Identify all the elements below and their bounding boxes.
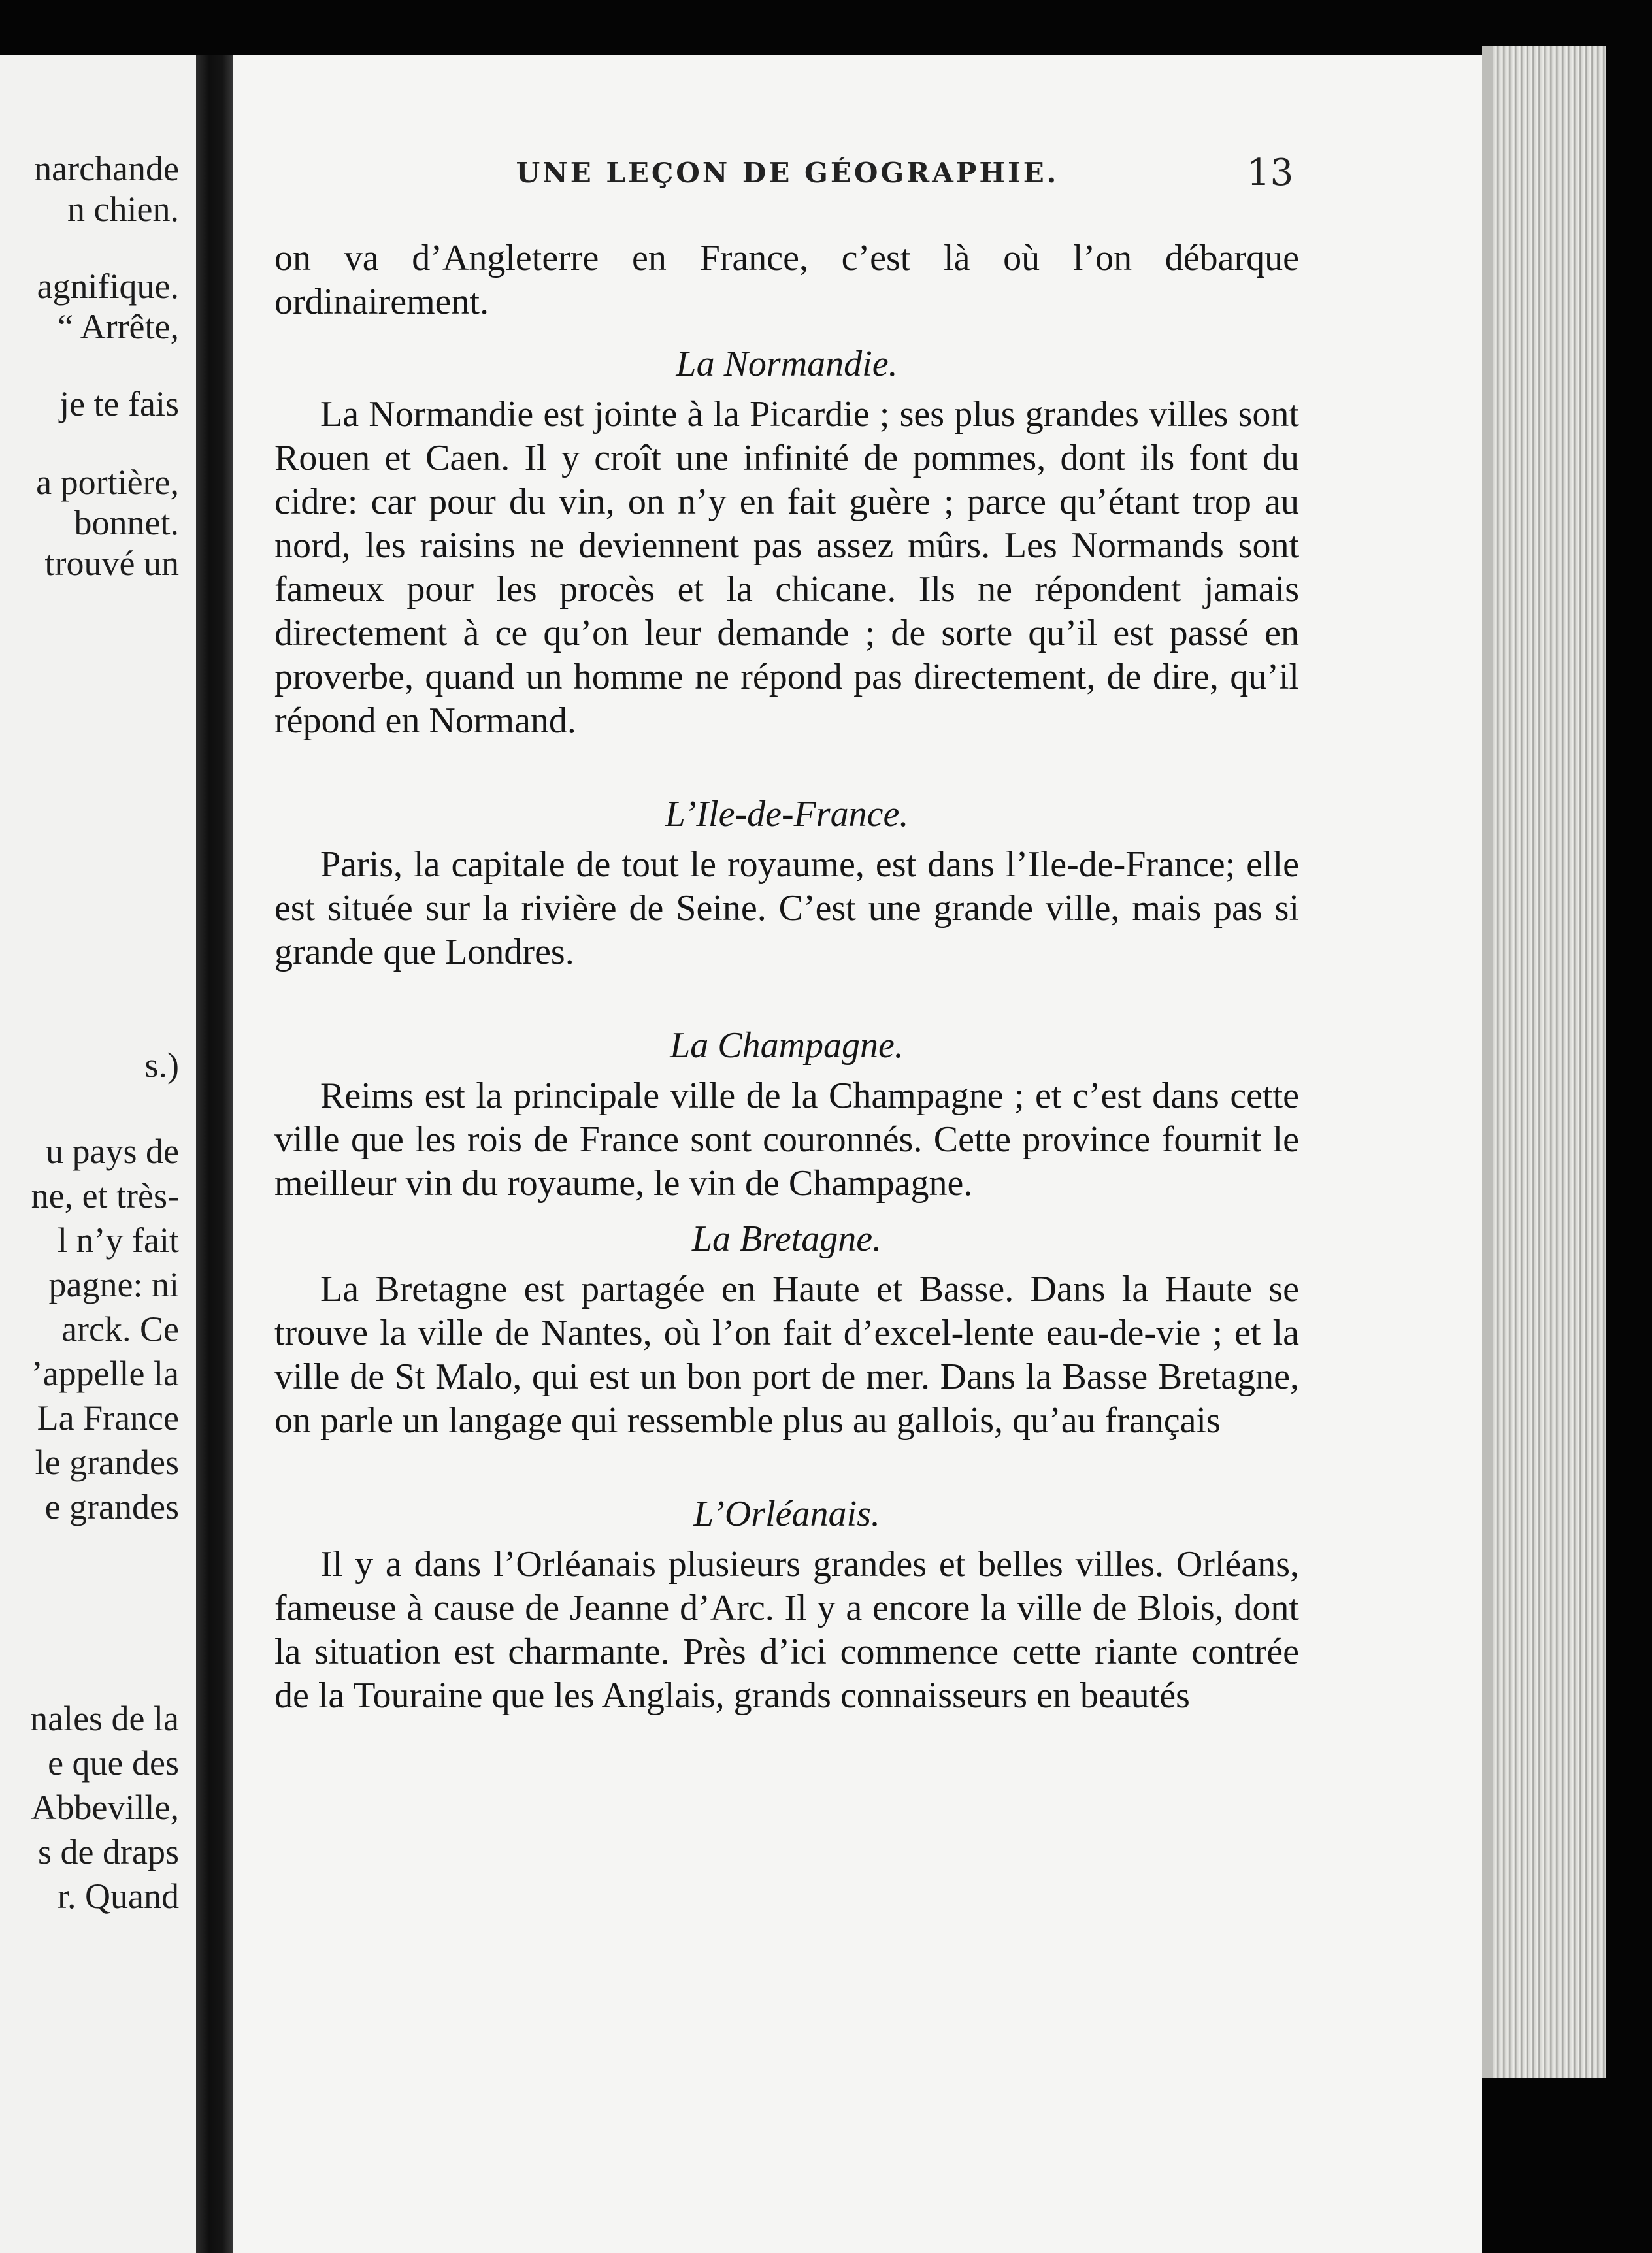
left-page-line: u pays de <box>46 1132 179 1171</box>
left-page-line: s.) <box>144 1045 179 1085</box>
left-page-line: trouvé un <box>44 544 179 583</box>
paragraph-orleanais: Il y a dans l’Orléanais plusieurs grandes et belles villes. Orléans, fameuse à cause de Jeanne d’Arc. Il y a encore la ville de Blois, dont la situation est charmante. Près d’ici commence cette riante contrée de la Touraine que les Anglais, grands connaisseurs en beautés <box>274 1544 1299 1716</box>
book-gutter <box>196 55 234 2253</box>
paragraph-champagne: Reims est la principale ville de la Champagne ; et c’est dans cette ville que les rois de France sont couronnés. Cette province fournit le meilleur vin du royaume, le vin de Champagne. <box>274 1076 1299 1204</box>
main-text <box>274 237 1299 1718</box>
page-number: 13 <box>1247 152 1294 194</box>
left-page-line: Abbeville, <box>31 1788 179 1827</box>
left-page-line: bonnet. <box>74 503 179 542</box>
left-page-line: a portière, <box>36 463 179 502</box>
paragraph-ile-de-france: Paris, la capitale de tout le royaume, est dans l’Ile-de-France; elle est située sur la rivière de Seine. C’est une grande ville, mais pas si grande que Londres. <box>274 844 1299 972</box>
left-page-line: je te fais <box>59 384 179 423</box>
left-page-line: La France <box>37 1398 179 1438</box>
page-edges <box>1482 46 1606 2078</box>
left-page-line: ne, et très- <box>31 1176 179 1215</box>
paragraph-bretagne: La Bretagne est partagée en Haute et Basse. Dans la Haute se trouve la ville de Nantes, où l’on fait d’excel-lente eau-de-vie ; et la ville de St Malo, qui est un bon port de mer. Dans la Basse Bretagne, on parle un langage qui ressemble plus au gallois, qu’au français <box>274 1269 1299 1441</box>
left-page-line: “ Arrête, <box>58 307 179 346</box>
left-facing-page <box>0 55 196 2253</box>
left-page-line: pagne: ni <box>48 1265 179 1304</box>
left-page-line: r. Quand <box>58 1877 179 1916</box>
left-page-line: le grandes <box>35 1443 179 1482</box>
paragraph-normandie: La Normandie est jointe à la Picardie ; ses plus grandes villes sont Rouen et Caen. Il y croît une infinité de pommes, dont ils font du cidre: car pour du vin, on n’y en fait guère ; parce qu’étant trop au nord, les raisins ne deviennent pas assez mûrs. Les Normands sont fameux pour les procès et la chicane. Ils ne répondent jamais directement à ce qu’on leur demande ; de sorte qu’il est passé en proverbe, quand un homme ne répond pas directement, de dire, qu’il répond en Normand. <box>274 394 1299 741</box>
left-page-line: n chien. <box>67 189 179 229</box>
heading-ile-de-france: L’Ile-de-France. <box>665 794 909 834</box>
left-page-line: narchande <box>34 149 179 188</box>
heading-champagne: La Champagne. <box>670 1025 904 1066</box>
page-edges-shadow <box>1482 46 1493 2078</box>
left-page-line: nales de la <box>30 1699 179 1738</box>
left-page-line: agnifique. <box>37 267 179 306</box>
heading-normandie: La Normandie. <box>676 344 898 384</box>
opening-paragraph: on va d’Angleterre en France, c’est là où l’on débarque ordinairement. <box>274 238 1299 322</box>
heading-orleanais: L’Orléanais. <box>693 1494 880 1534</box>
left-page-line: e grandes <box>44 1487 179 1526</box>
running-title: UNE LEÇON DE GÉOGRAPHIE. <box>516 157 1059 189</box>
left-page-line: s de draps <box>38 1832 179 1871</box>
left-page-line: arck. Ce <box>61 1309 179 1349</box>
heading-bretagne: La Bretagne. <box>691 1219 882 1259</box>
left-page-line: l n’y fait <box>58 1221 179 1260</box>
left-page-line: ’appelle la <box>31 1354 179 1393</box>
left-page-line: e que des <box>48 1743 179 1783</box>
